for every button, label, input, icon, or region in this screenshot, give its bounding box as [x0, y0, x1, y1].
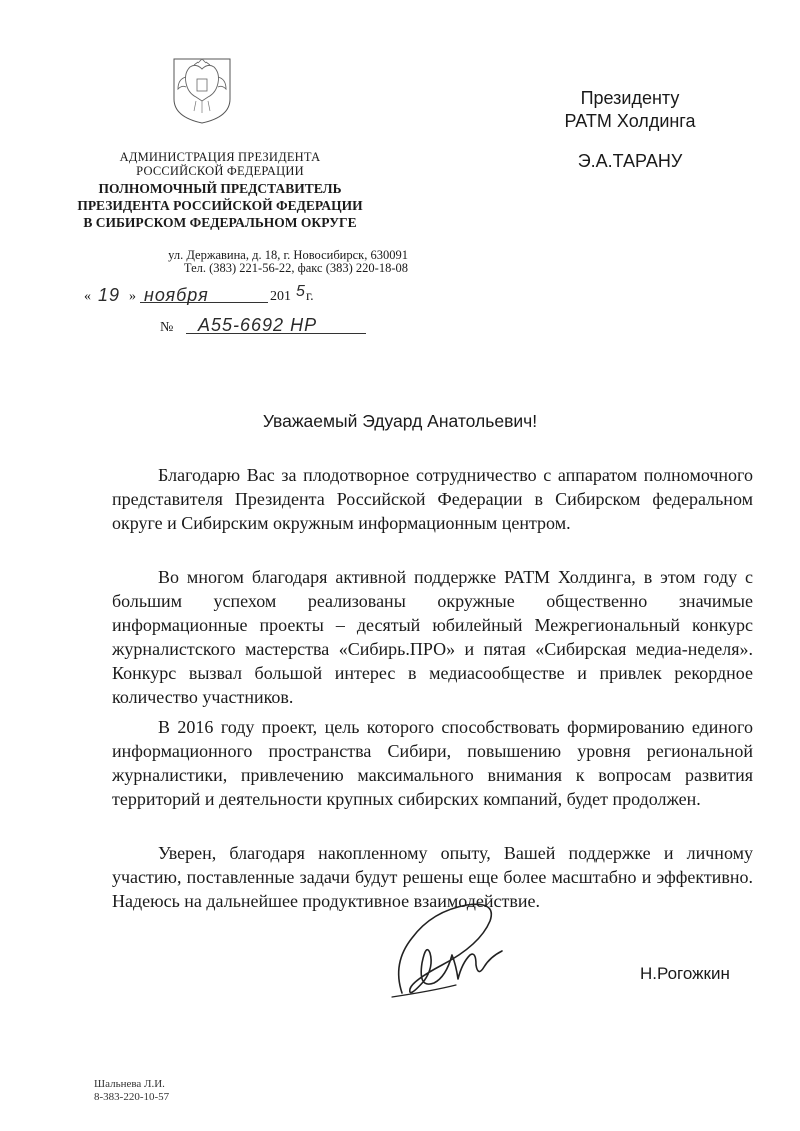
number-value: А55-6692 НР	[198, 315, 318, 335]
date-quote-close: »	[129, 289, 136, 304]
letter-date	[84, 285, 414, 309]
sender-admin-line2: РОССИЙСКОЙ ФЕДЕРАЦИИ	[136, 164, 304, 178]
sender-rep-line2: ПРЕЗИДЕНТА РОССИЙСКОЙ ФЕДЕРАЦИИ	[77, 198, 363, 213]
paragraph-2	[112, 565, 753, 709]
date-quote-open: «	[84, 289, 91, 304]
handwritten-signature-icon	[372, 893, 522, 1011]
executor-phone: 8-383-220-10-57	[94, 1091, 170, 1103]
recipient-title: Президенту	[580, 88, 680, 108]
date-year-digit: 5	[296, 283, 306, 300]
paragraph-1	[112, 463, 753, 535]
sender-address: ул. Державина, д. 18, г. Новосибирск, 630091	[168, 248, 408, 262]
number-sign: №	[160, 320, 174, 335]
date-year-suffix: г.	[306, 289, 314, 304]
date-year-prefix: 201	[270, 289, 291, 304]
recipient-organization: РАТМ Холдинга	[564, 111, 696, 131]
recipient-name: Э.А.ТАРАНУ	[577, 151, 683, 171]
executor-name: Шальнева Л.И.	[94, 1078, 165, 1090]
paragraph-1-text: Благодарю Вас за плодотворное сотрудничество с аппаратом полномочного представителя Президента Российской Федерации в Сибирском федеральном округе и Сибирским окружным информационным центром.	[112, 465, 753, 533]
sender-phone: Тел. (383) 221-56-22, факс (383) 220-18-08	[183, 261, 408, 275]
sender-admin-line1: АДМИНИСТРАЦИЯ ПРЕЗИДЕНТА	[119, 150, 321, 164]
paragraph-3-text: В 2016 году проект, цель которого способствовать формированию единого информационного пространства Сибири, повышению уровня региональной журналистики, привлечению максимального внимания к вопросам развития территорий и деятельности крупных сибирских компаний, будет продолжен.	[112, 717, 753, 809]
date-month: ноября	[144, 285, 209, 305]
paragraph-2-text: Во многом благодаря активной поддержке РАТМ Холдинга, в этом году с большим успехом реализованы окружные общественно значимые информационные проекты – десятый юбилейный Межрегиональный конкурс журналистского мастерства «Сибирь.ПРО» и пятая «Сибирская медиа-неделя». Конкурс вызвал большой интерес в медиасообществе и привлек рекордное количество участников.	[112, 567, 753, 707]
sender-rep-line3: В СИБИРСКОМ ФЕДЕРАЛЬНОМ ОКРУГЕ	[83, 215, 357, 230]
coat-of-arms-icon	[168, 55, 236, 125]
paragraph-4-text: Уверен, благодаря накопленному опыту, Вашей поддержке и личному участию, поставленные задачи будут решены еще более масштабно и эффективно. Надеюсь на дальнейшее продуктивное взаимодействие.	[112, 843, 753, 911]
salutation: Уважаемый Эдуард Анатольевич!	[262, 411, 538, 431]
date-day: 19	[98, 285, 121, 305]
letter-number	[160, 316, 460, 340]
paragraph-3	[112, 715, 753, 811]
sender-rep-line1: ПОЛНОМОЧНЫЙ ПРЕДСТАВИТЕЛЬ	[98, 181, 342, 196]
signer-name: Н.Рогожкин	[640, 964, 730, 983]
